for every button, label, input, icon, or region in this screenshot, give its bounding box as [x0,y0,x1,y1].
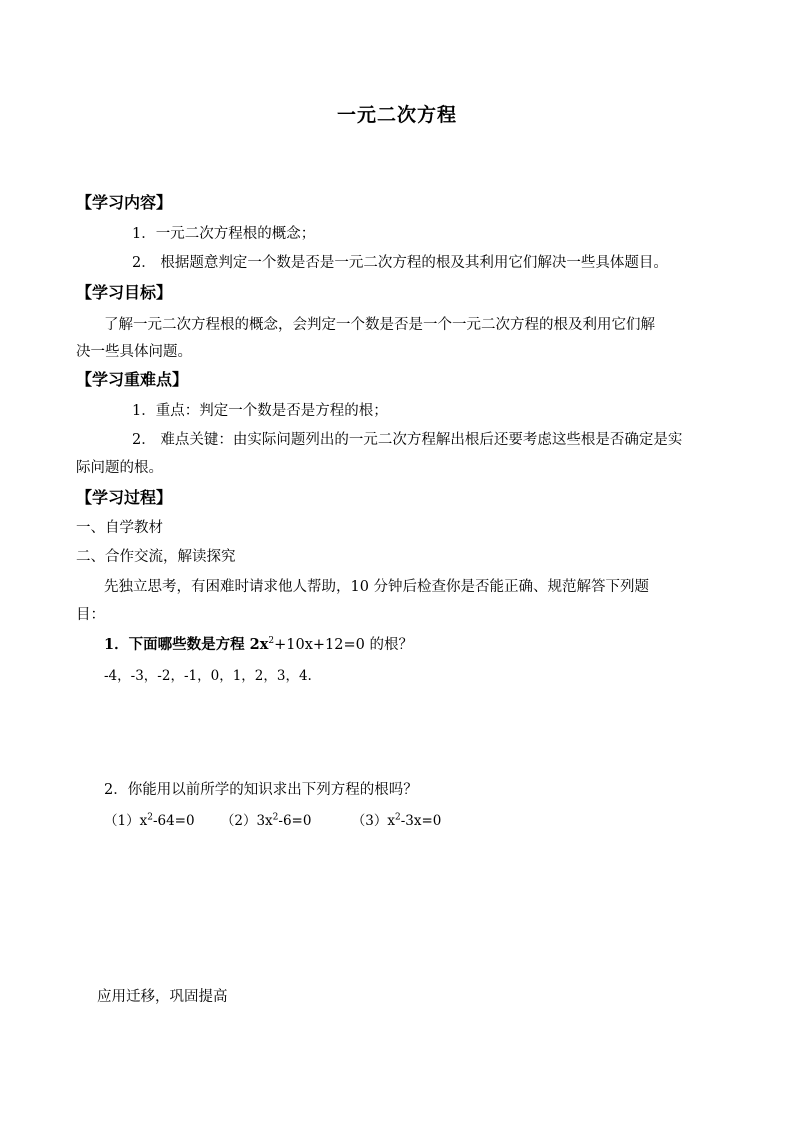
question-1-suffix: +10x+12=0 的根？ [274,637,413,653]
page-title: 一元二次方程 [336,104,457,126]
keypoint-item-2-line-1: 2． 难点关键：由实际问题列出的一元二次方程解出根后还要考虑这些根是否确定是实 [132,432,683,448]
heading-goal: 【学习目标】 [76,283,173,302]
question-1 [104,633,413,654]
apply-heading: 应用迁移，巩固提高 [97,989,228,1005]
keypoint-item-1: 1．重点：判定一个数是否是方程的根； [132,403,388,419]
equation-1: $(1)x^2-64=0$ [104,812,195,829]
equation-2: $(2)3x^2-6=0$ [220,812,312,829]
process-part-2: 二、合作交流，解读探究 [76,549,236,565]
process-intro-line-2: 目： [76,607,105,623]
question-1-exponent: 2 [268,636,275,647]
keypoint-item-2-line-2: 际问题的根。 [76,460,163,476]
equation-3: $(3)x^2-3x=0$ [351,812,442,829]
content-item-2: 2． 根据题意判定一个数是否是一元二次方程的根及其利用它们解决一些具体题目。 [132,255,668,271]
question-2-equations [104,809,441,829]
goal-line-1: 了解一元二次方程根的概念，会判定一个数是否是一个一元二次方程的根及利用它们解 [104,317,655,333]
question-1-prefix: 1．下面哪些数是方程 2x [104,636,269,653]
content-item-1: 1．一元二次方程根的概念； [132,226,316,242]
question-1-numbers: -4，-3，-2，-1，0，1，2，3，4. [104,668,312,684]
process-intro-line-1: 先独立思考，有困难时请求他人帮助，10 分钟后检查你是否能正确、规范解答下列题 [104,579,650,595]
heading-process: 【学习过程】 [76,488,173,507]
process-part-1: 一、自学教材 [76,520,163,536]
heading-content: 【学习内容】 [76,193,173,212]
goal-line-2: 决一些具体问题。 [76,344,192,360]
heading-keypoints: 【学习重难点】 [76,370,189,389]
question-2: 2．你能用以前所学的知识求出下列方程的根吗？ [104,782,418,798]
